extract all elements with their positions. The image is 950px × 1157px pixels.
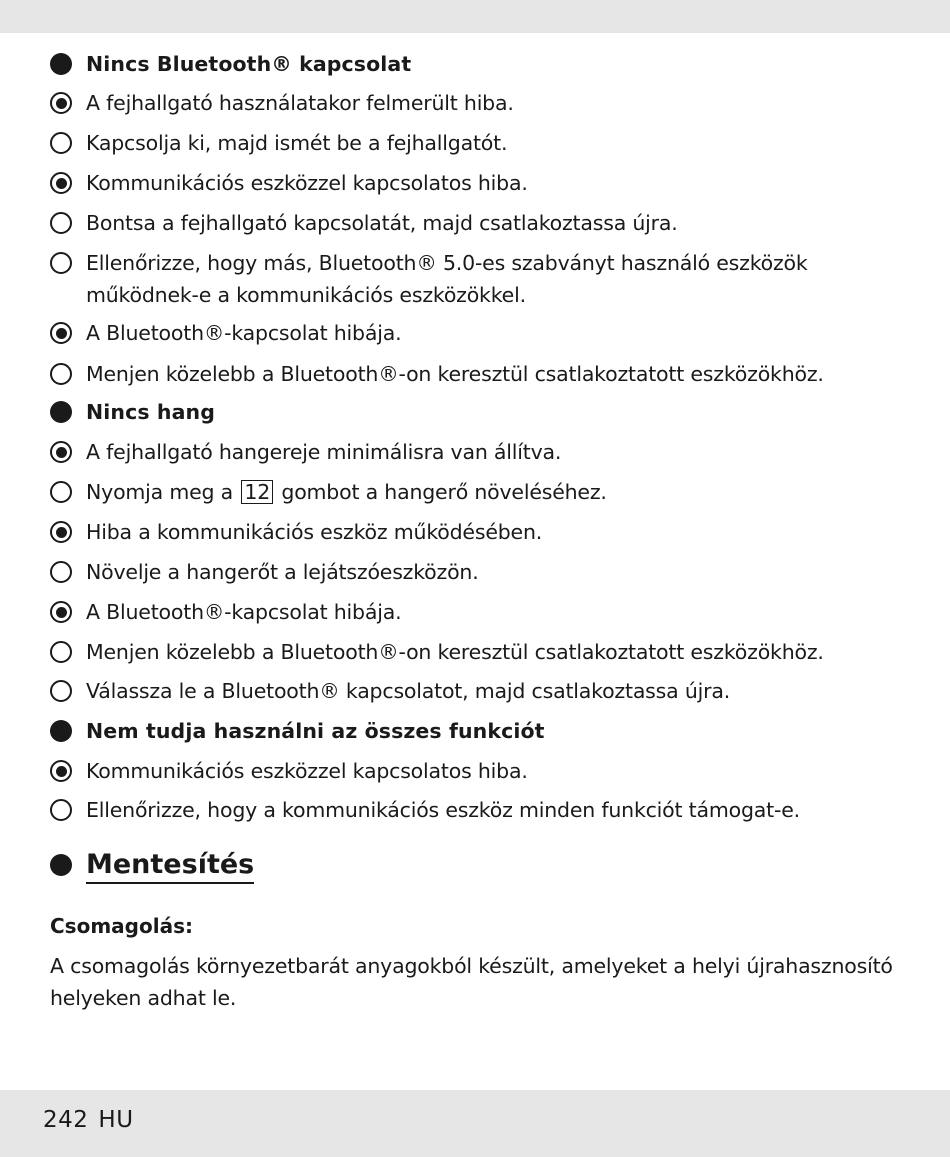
cause-bullet-icon bbox=[50, 441, 72, 463]
solution-text: Menjen közelebb a Bluetooth®-on keresztül csatlakoztatott eszközökhöz. bbox=[86, 362, 824, 386]
solution-bullet-icon bbox=[50, 680, 72, 702]
solution-text-continued: működnek-e a kommunikációs eszközökkel. bbox=[86, 283, 526, 307]
solution-text: Ellenőrizze, hogy a kommunikációs eszköz minden funkciót támogat-e. bbox=[86, 798, 800, 822]
cause-text: Hiba a kommunikációs eszköz működésében. bbox=[86, 520, 543, 544]
packaging-subheading: Csomagolás: bbox=[50, 914, 193, 938]
cause-bullet-icon bbox=[50, 601, 72, 623]
solution-bullet-icon bbox=[50, 212, 72, 234]
solution-text: Bontsa a fejhallgató kapcsolatát, majd csatlakoztassa újra. bbox=[86, 211, 678, 235]
solution-text: Ellenőrizze, hogy más, Bluetooth® 5.0-es szabványt használó eszközök bbox=[86, 251, 808, 275]
cause-text: Kommunikációs eszközzel kapcsolatos hiba. bbox=[86, 759, 528, 783]
solution-text-before: Nyomja meg a bbox=[86, 480, 234, 504]
cause-text: A Bluetooth®-kapcsolat hibája. bbox=[86, 600, 402, 624]
cause-text: A fejhallgató hangereje minimálisra van állítva. bbox=[86, 440, 562, 464]
solution-text bbox=[86, 480, 607, 504]
solution-text: Növelje a hangerőt a lejátszóeszközön. bbox=[86, 560, 479, 584]
section-heading-text: Nincs Bluetooth® kapcsolat bbox=[86, 52, 412, 76]
solution-bullet-icon bbox=[50, 132, 72, 154]
button-reference-box: 12 bbox=[241, 480, 273, 504]
solution-bullet-icon bbox=[50, 481, 72, 503]
disposal-title-text: Mentesítés bbox=[86, 849, 254, 884]
solution-text-after: gombot a hangerő növeléséhez. bbox=[281, 480, 607, 504]
cause-bullet-icon bbox=[50, 92, 72, 114]
section-heading-text: Nincs hang bbox=[86, 400, 215, 424]
filled-bullet-icon bbox=[50, 53, 72, 75]
cause-bullet-icon bbox=[50, 172, 72, 194]
cause-text: Kommunikációs eszközzel kapcsolatos hiba. bbox=[86, 171, 528, 195]
page-number: 242 bbox=[43, 1107, 89, 1133]
solution-bullet-icon bbox=[50, 641, 72, 663]
filled-bullet-icon bbox=[50, 720, 72, 742]
solution-bullet-icon bbox=[50, 252, 72, 274]
cause-bullet-icon bbox=[50, 322, 72, 344]
filled-bullet-icon bbox=[50, 854, 72, 876]
filled-bullet-icon bbox=[50, 401, 72, 423]
solution-text: Kapcsolja ki, majd ismét be a fejhallgatót. bbox=[86, 131, 508, 155]
language-code: HU bbox=[98, 1107, 134, 1133]
section-heading-text: Nem tudja használni az összes funkciót bbox=[86, 719, 545, 743]
cause-bullet-icon bbox=[50, 521, 72, 543]
cause-bullet-icon bbox=[50, 760, 72, 782]
page-footer bbox=[43, 1107, 144, 1133]
solution-text: Válassza le a Bluetooth® kapcsolatot, majd csatlakoztassa újra. bbox=[86, 679, 731, 703]
solution-bullet-icon bbox=[50, 799, 72, 821]
packaging-paragraph: A csomagolás környezetbarát anyagokból készült, amelyeket a helyi újrahasznosító helyeken adhat le. bbox=[50, 954, 893, 1010]
solution-bullet-icon bbox=[50, 561, 72, 583]
solution-bullet-icon bbox=[50, 363, 72, 385]
solution-text: Menjen közelebb a Bluetooth®-on keresztül csatlakoztatott eszközökhöz. bbox=[86, 640, 824, 664]
cause-text: A Bluetooth®-kapcsolat hibája. bbox=[86, 321, 402, 345]
top-band bbox=[0, 0, 950, 33]
cause-text: A fejhallgató használatakor felmerült hiba. bbox=[86, 91, 514, 115]
